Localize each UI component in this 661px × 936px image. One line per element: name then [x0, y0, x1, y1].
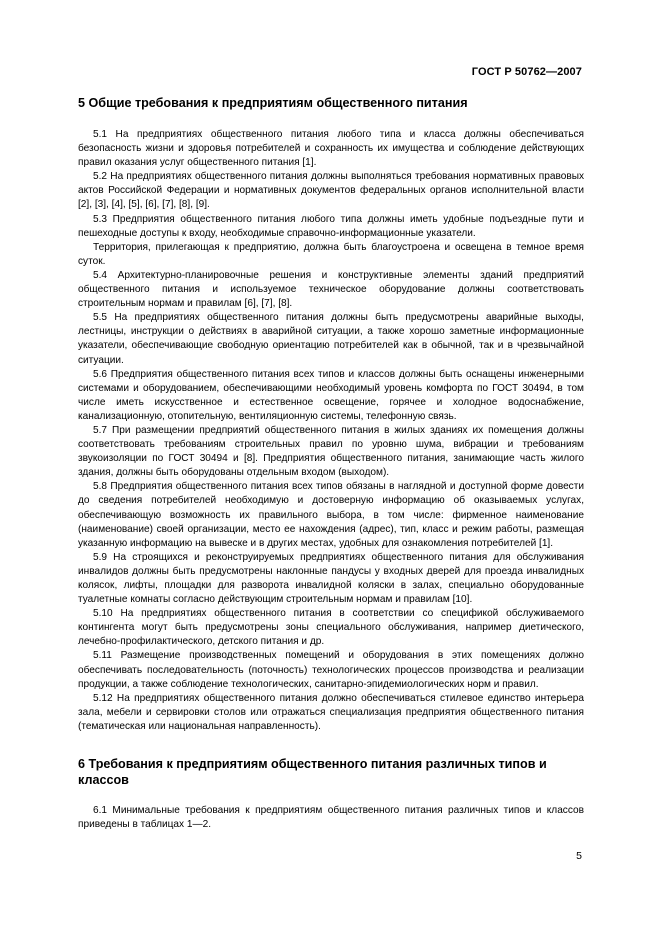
paragraph-5-7: 5.7 При размещении предприятий общественного питания в жилых зданиях их помещения должны соответствовать требованиям строительных правил по уровню шума, вибрации и требованиям звукоизоляции по ГОСТ 30494 и [8]. Предприятия общественного питания, занимающие часть жилого здания, должны быть оборудованы отдельным входом (выходом).: [78, 424, 584, 479]
paragraph-5-3-territory: Территория, прилегающая к предприятию, должна быть благоустроена и освещена в темное время суток.: [78, 241, 584, 267]
paragraph-5-3: 5.3 Предприятия общественного питания любого типа должны иметь удобные подъездные пути и пешеходные доступы к входу, необходимые справочно-информационные указатели.: [78, 213, 584, 239]
section-5-title: 5 Общие требования к предприятиям общественного питания: [78, 96, 468, 110]
paragraph-6-1: 6.1 Минимальные требования к предприятиям общественного питания различных типов и классов приведены в таблицах 1—2.: [78, 805, 584, 831]
paragraph-5-4: 5.4 Архитектурно-планировочные решения и конструктивные элементы зданий предприятий общественного питания и используемое техническое оборудование должны соответствовать строительным нормам и правилам [6], [7], [8].: [78, 269, 584, 310]
page-number: 5: [576, 850, 582, 862]
paragraph-5-9: 5.9 На строящихся и реконструируемых предприятиях общественного питания для обслуживания инвалидов должны быть предусмотрены наклонные пандусы у входных дверей для проезда инвалидных колясок, лифты, площадки для разворота инвалидной коляски в залах, специально оборудованные туалетные комнаты согласно действующим строительным нормам и правилам [10].: [78, 551, 584, 606]
paragraph-5-2: 5.2 На предприятиях общественного питания должны выполняться требования нормативных правовых актов Российской Федерации и нормативных документов федеральных органов исполнительной власти [2], [3], [4], [5], [6], [7], [8], [9].: [78, 171, 584, 211]
section-6-title: 6 Требования к предприятиям общественного питания различных типов и классов: [78, 757, 547, 788]
paragraph-5-8: 5.8 Предприятия общественного питания всех типов обязаны в наглядной и доступной форме довести до сведения потребителей необходимую и достоверную информацию об оказываемых услугах, обеспечивающую возможность их правильного выбора, в том числе: фирменное наименование (наименование) своей организации, место ее нахождения (адрес), тип, класс и режим работы, размещая указанную информацию на вывеске и в других местах, удобных для ознакомления потребителей [1].: [78, 481, 584, 549]
paragraph-5-10: 5.10 На предприятиях общественного питания в соответствии со спецификой обслуживаемого контингента могут быть предусмотрены зоны специального обслуживания, например диетического, лечебно-профилактического, детского питания и др.: [78, 608, 584, 648]
paragraph-5-12: 5.12 На предприятиях общественного питания должно обеспечиваться стилевое единство интерьера зала, мебели и сервировки столов или отражаться специализация предприятия общественного питания (тематическая или национальная направленность).: [78, 692, 584, 732]
page-content: [78, 95, 584, 832]
document-header: ГОСТ Р 50762—2007: [471, 66, 582, 78]
paragraph-5-1: 5.1 На предприятиях общественного питания любого типа и класса должны обеспечиваться безопасность жизни и здоровья потребителей и сохранность их имущества и соблюдение действующих правил оказания услуг общественного питания [1].: [78, 129, 584, 169]
paragraph-5-5: 5.5 На предприятиях общественного питания должны быть предусмотрены аварийные выходы, лестницы, инструкции о действиях в аварийной ситуации, а также хорошо заметные информационные указатели, обеспечивающие свободную ориентацию потребителей как в обычной, так и в чрезвычайной ситуации.: [78, 312, 584, 366]
paragraph-5-6: 5.6 Предприятия общественного питания всех типов и классов должны быть оснащены инженерными системами и оборудованием, обеспечивающими необходимый уровень комфорта по ГОСТ 30494, в том числе иметь искусственное и естественное освещение, горячее и холодное водоснабжение, канализационную, отопительную, вентиляционную системы, телефонную связь.: [78, 368, 584, 422]
paragraph-5-11: 5.11 Размещение производственных помещений и оборудования в этих помещениях должно обеспечивать последовательность (поточность) технологических процессов производства и реализации продукции, а также соблюдение технологических, санитарно-эпидемиологических норм и правил.: [78, 650, 584, 690]
